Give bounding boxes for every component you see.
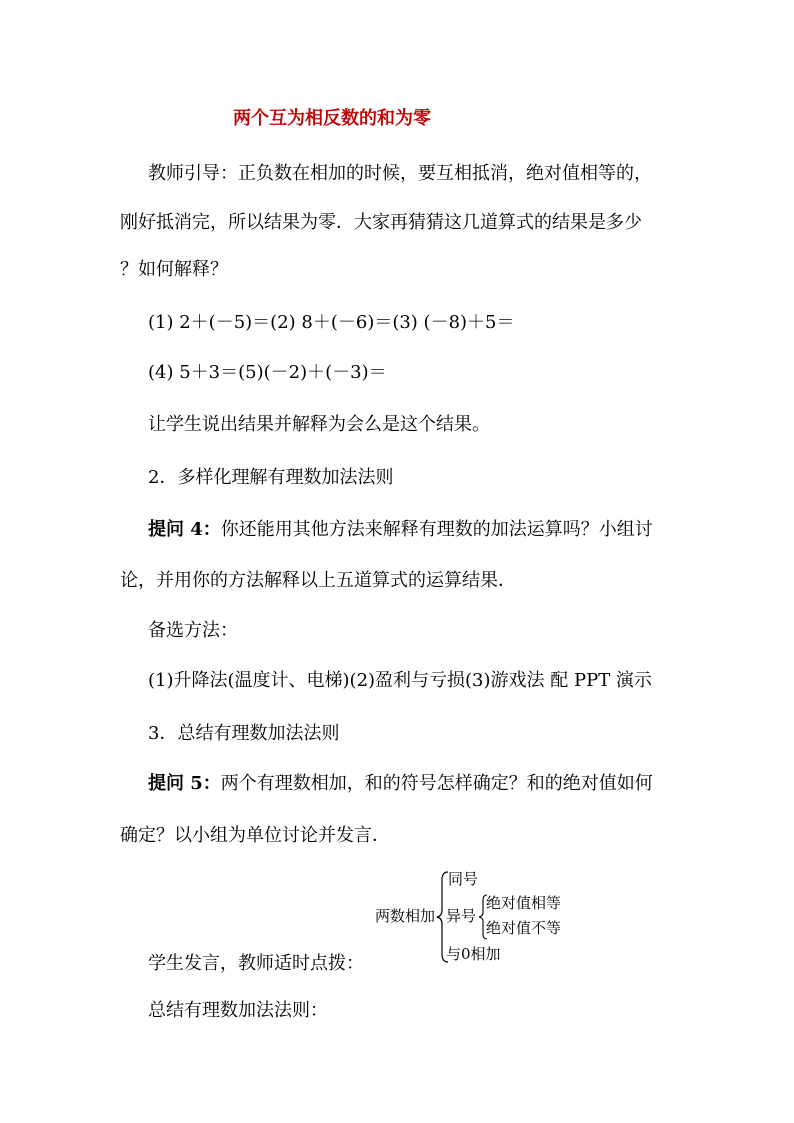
tree-abs-unequal: 绝对值不等 — [486, 919, 562, 937]
question-text: 你还能用其他方法来解释有理数的加法运算吗？小组讨 — [220, 519, 653, 540]
tree-with-zero: 与0相加 — [446, 945, 501, 963]
question-5-line — [148, 772, 653, 796]
section-title: 两个互为相反数的和为零 — [233, 108, 431, 129]
section-heading: 2．多样化理解有理数加法法则 — [148, 467, 394, 488]
paragraph-line: 教师引导：正负数在相加的时候，要互相抵消，绝对值相等的， — [148, 163, 652, 184]
section-heading: 3．总结有理数加法法则 — [148, 723, 340, 744]
question-4-line — [148, 518, 653, 542]
question-text: 两个有理数相加，和的符号怎样确定？和的绝对值如何 — [220, 773, 653, 794]
paragraph-line: 论，并用你的方法解释以上五道算式的运算结果． — [120, 570, 516, 591]
paragraph-line: 确定？以小组为单位讨论并发言． — [120, 825, 390, 846]
tree-abs-equal: 绝对值相等 — [486, 894, 562, 912]
paragraph-line: 刚好抵消完，所以结果为零．大家再猜猜这几道算式的结果是多少 — [120, 212, 642, 233]
question-label: 提问 4： — [148, 519, 221, 540]
paragraph-line: 让学生说出结果并解释为会么是这个结果。 — [148, 414, 490, 435]
methods-line: (1)升降法(温度计、电梯)(2)盈利与亏损(3)游戏法 配 PPT 演示 — [148, 670, 652, 691]
expression-line: (1) 2＋(－5)＝(2) 8＋(－6)＝(3) (－8)＋5＝ — [148, 312, 515, 333]
paragraph-line: 学生发言，教师适时点拨： — [148, 953, 364, 974]
question-label: 提问 5： — [148, 773, 221, 794]
tree-root: 两数相加 — [375, 907, 436, 925]
tree-diff-sign: 异号 — [446, 907, 477, 925]
paragraph-line: 备选方法： — [148, 620, 238, 641]
expression-line: (4) 5＋3＝(5)(－2)＋(－3)＝ — [148, 362, 387, 383]
tree-same-sign: 同号 — [448, 870, 479, 888]
paragraph-line: 总结有理数加法法则： — [148, 1000, 328, 1021]
paragraph-line: ？如何解释？ — [120, 259, 228, 280]
